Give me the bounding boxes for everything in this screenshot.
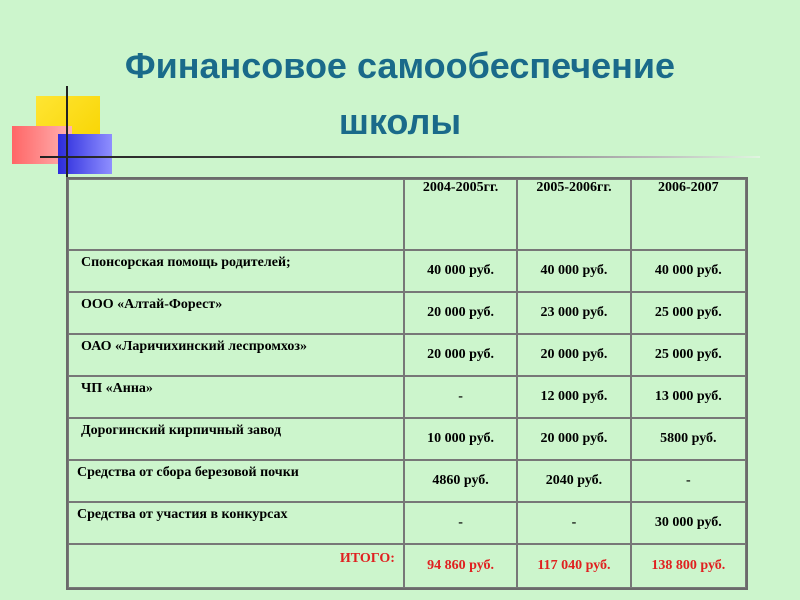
row-value: 4860 руб. (404, 460, 517, 502)
decor-vertical-line (66, 86, 68, 180)
row-label: ЧП «Анна» (68, 376, 404, 418)
row-label: Спонсорская помощь родителей; (68, 250, 404, 292)
total-value: 138 800 руб. (631, 544, 746, 588)
table-header-row (68, 179, 746, 250)
row-value: - (404, 376, 517, 418)
row-value: 25 000 руб. (631, 292, 746, 334)
row-label: Средства от участия в конкурсах (68, 502, 404, 544)
row-value: 20 000 руб. (404, 292, 517, 334)
row-value: 40 000 руб. (404, 250, 517, 292)
header-cell-2006-2007: 2006-2007 (631, 179, 746, 250)
row-label: ОАО «Ларичихинский леспромхоз» (68, 334, 404, 376)
table-row (68, 460, 746, 502)
header-cell-2004-2005: 2004-2005гг. (404, 179, 517, 250)
title-underline (40, 156, 760, 158)
row-value: 13 000 руб. (631, 376, 746, 418)
row-value: 20 000 руб. (404, 334, 517, 376)
header-cell-empty (68, 179, 404, 250)
table-row (68, 292, 746, 334)
header-cell-2005-2006: 2005-2006гг. (517, 179, 630, 250)
row-value: - (517, 502, 630, 544)
row-value: 23 000 руб. (517, 292, 630, 334)
row-value: 30 000 руб. (631, 502, 746, 544)
row-value: - (631, 460, 746, 502)
row-label: Средства от сбора березовой почки (68, 460, 404, 502)
row-label: ООО «Алтай-Форест» (68, 292, 404, 334)
row-label: Дорогинский кирпичный завод (68, 418, 404, 460)
row-value: 20 000 руб. (517, 334, 630, 376)
row-value: - (404, 502, 517, 544)
total-value: 117 040 руб. (517, 544, 630, 588)
page-title-line-2: школы (338, 101, 462, 142)
table-row (68, 376, 746, 418)
row-value: 2040 руб. (517, 460, 630, 502)
table-row (68, 418, 746, 460)
row-value: 10 000 руб. (404, 418, 517, 460)
total-value: 94 860 руб. (404, 544, 517, 588)
row-value: 20 000 руб. (517, 418, 630, 460)
finance-table (66, 177, 748, 590)
table-row (68, 334, 746, 376)
total-label: ИТОГО: (68, 544, 404, 588)
page-title-line-1: Финансовое самообеспечение (124, 45, 676, 86)
table-row (68, 250, 746, 292)
row-value: 12 000 руб. (517, 376, 630, 418)
table-total-row (68, 544, 746, 588)
row-value: 40 000 руб. (631, 250, 746, 292)
table-row (68, 502, 746, 544)
row-value: 40 000 руб. (517, 250, 630, 292)
row-value: 25 000 руб. (631, 334, 746, 376)
row-value: 5800 руб. (631, 418, 746, 460)
